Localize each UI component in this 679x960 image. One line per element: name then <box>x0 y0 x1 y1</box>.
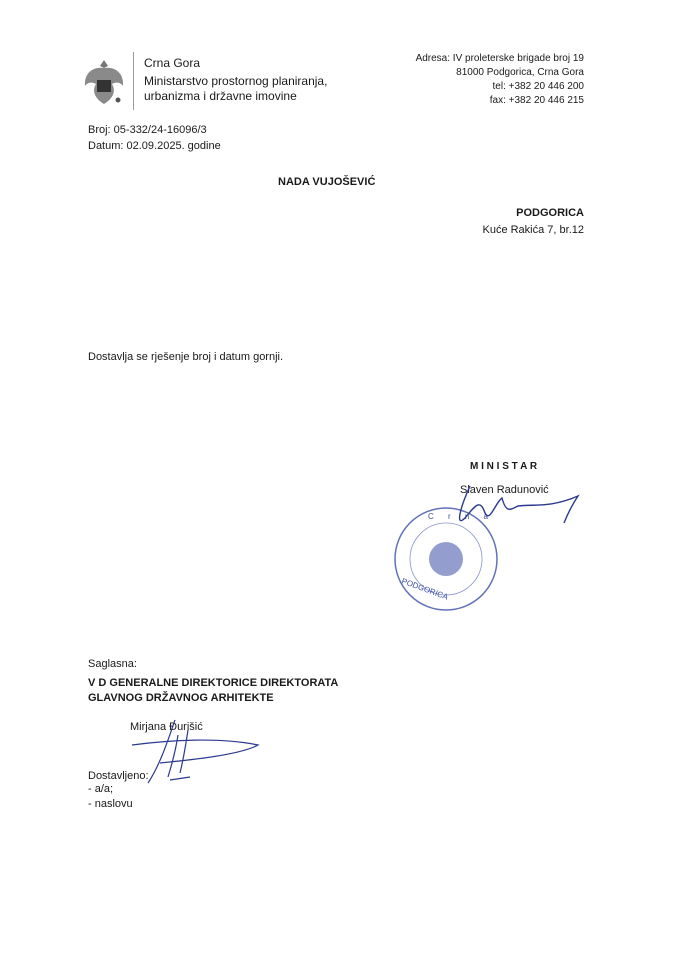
approval-title-line1: V D GENERALNE DIREKTORICE DIREKTORATA <box>88 677 339 689</box>
delivery-item: - a/a; <box>88 783 114 795</box>
reference-date: Datum: 02.09.2025. godine <box>88 140 221 152</box>
signatory-name: Slaven Radunović <box>460 484 549 496</box>
delivery-label: Dostavljeno: <box>88 770 149 782</box>
address-line: tel: +382 20 446 200 <box>492 81 584 92</box>
body-text: Dostavlja se rješenje broj i datum gornji. <box>88 351 284 363</box>
approval-label: Saglasna: <box>88 658 137 670</box>
address-line: 81000 Podgorica, Crna Gora <box>456 67 584 78</box>
svg-text:C r n a: C r n a <box>428 512 495 521</box>
header-ministry-line2: urbanizma i državne imovine <box>144 89 297 103</box>
header-country: Crna Gora <box>144 56 201 70</box>
address-line: Adresa: IV proleterske brigade broj 19 <box>415 53 584 64</box>
reference-number: Broj: 05-332/24-16096/3 <box>88 124 207 136</box>
coat-of-arms-logo <box>82 56 126 108</box>
svg-text:PODGORICA: PODGORICA <box>400 576 450 602</box>
header-ministry-line1: Ministarstvo prostornog planiranja, <box>144 74 328 88</box>
signatory-title: M I N I S T A R <box>470 461 538 472</box>
recipient-city: PODGORICA <box>516 207 584 219</box>
approver-signature <box>130 715 270 790</box>
recipient-street: Kuće Rakića 7, br.12 <box>482 224 584 236</box>
approval-title-line2: GLAVNOG DRŽAVNOG ARHITEKTE <box>88 692 274 704</box>
header-divider <box>133 52 134 110</box>
address-line: fax: +382 20 446 215 <box>489 95 584 106</box>
delivery-item: - naslovu <box>88 798 133 810</box>
recipient-name: NADA VUJOŠEVIĆ <box>278 176 376 188</box>
minister-signature <box>440 478 590 538</box>
header-address <box>416 52 584 108</box>
approver-name: Mirjana Đurišić <box>130 721 203 733</box>
